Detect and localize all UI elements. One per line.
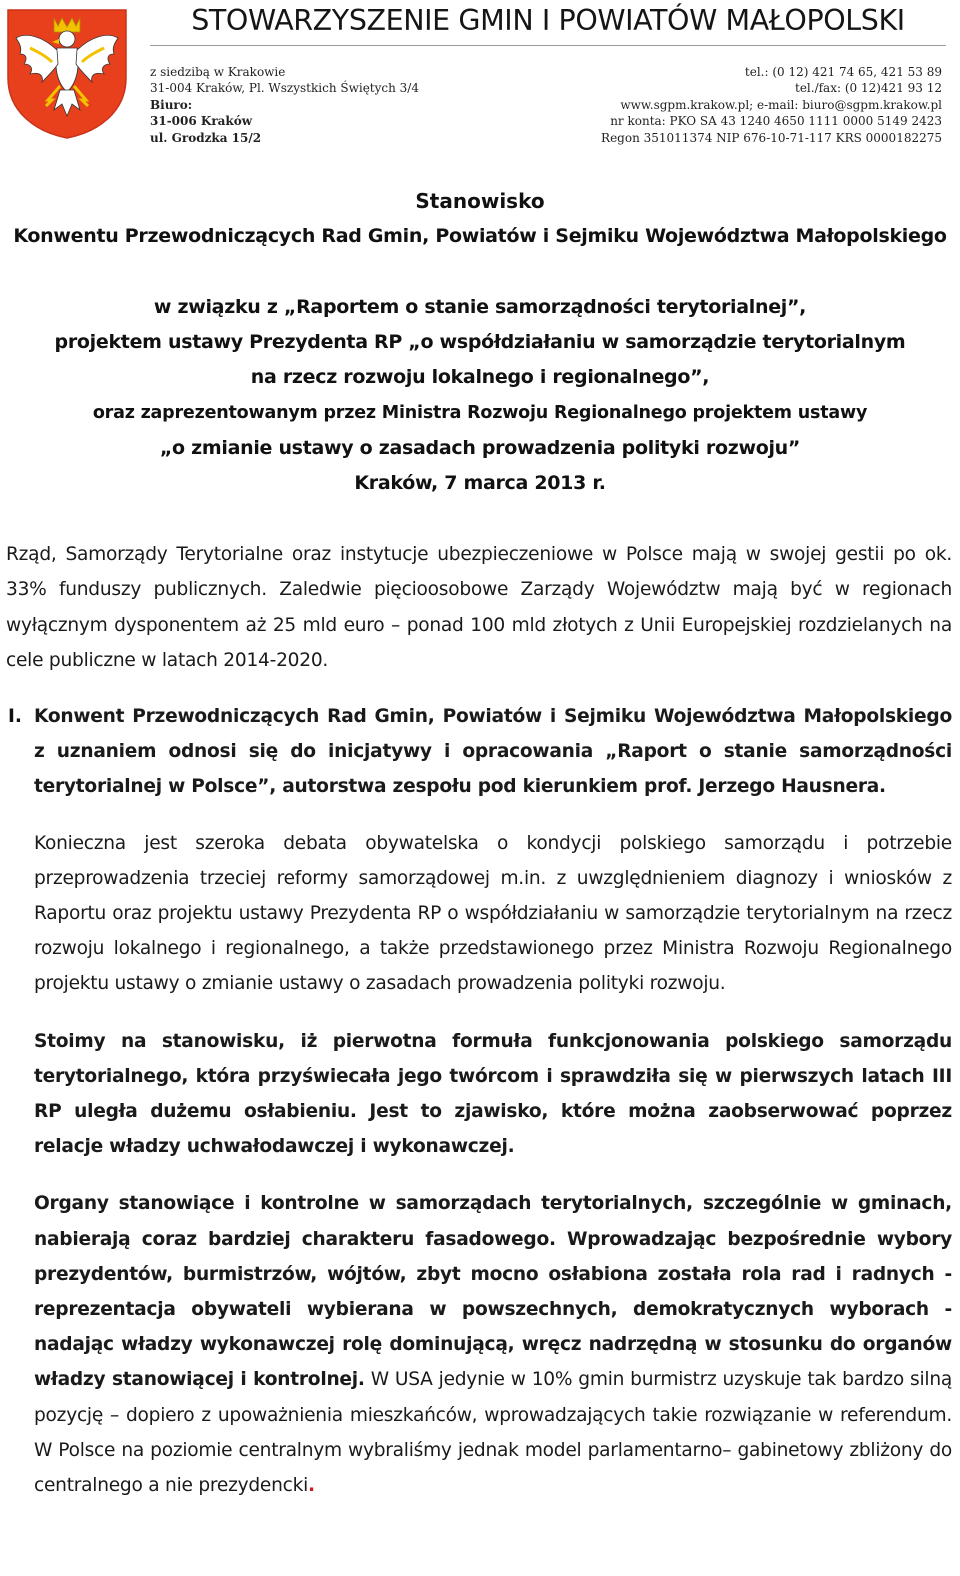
- stance-paragraph: Stoimy na stanowisku, iż pierwotna formuła funkcjonowania polskiego samorządu terytorialnego, która przyświecała jego twórcom i sprawdziła się w pierwszych latach III RP uległa dużemu osłabieniu. Jest to zjawisko, które można zaobserwować poprzez relacje władzy uchwałodawczej i wykonawczej.: [34, 1030, 952, 1158]
- subject-line: w związku z „Raportem o stanie samorządności terytorialnej”,: [153, 296, 807, 318]
- section-title: Konwent Przewodniczących Rad Gmin, Powiatów i Sejmiku Województwa Małopolskiego z uznaniem odnosi się do inicjatywy i opracowania „Raport o stanie samorządności terytorialnej w Polsce”, autorstwa zespołu pod kierunkiem prof. Jerzego Hausnera.: [34, 706, 952, 798]
- contact-fax: tel./fax: (0 12)421 93 12: [795, 81, 942, 96]
- address-line: 31-006 Kraków: [150, 114, 253, 129]
- white-eagle-crest-icon: [6, 8, 128, 140]
- document-issuer: Konwentu Przewodniczących Rad Gmin, Powiatów i Sejmiku Województwa Małopolskiego: [13, 225, 947, 247]
- spacer: [0, 678, 960, 699]
- contact-bank-account: nr konta: PKO SA 43 1240 4650 1111 0000 5149 2423: [610, 114, 942, 129]
- section-number: I.: [8, 706, 22, 728]
- contact-web-email: www.sgpm.krakow.pl; e-mail: biuro@sgpm.krakow.pl: [620, 97, 942, 112]
- header-rule: [150, 45, 946, 46]
- address-block: [150, 64, 419, 146]
- intro-text: Rząd, Samorządy Terytorialne oraz instytucje ubezpieczeniowe w Polsce mają w swojej gestii po ok. 33% funduszy publicznych.: [6, 544, 952, 601]
- subject-line: oraz zaprezentowanym przez Ministra Rozwoju Regionalnego projektem ustawy: [92, 402, 868, 423]
- spacer: [0, 805, 960, 826]
- contact-registry: Regon 351011374 NIP 676-10-71-117 KRS 0000182275: [601, 130, 942, 145]
- address-line: z siedzibą w Krakowie: [150, 65, 286, 79]
- document-body: [0, 184, 960, 1503]
- spacer: [0, 501, 960, 537]
- intro-paragraph: [0, 537, 960, 678]
- address-line: ul. Grodzka 15/2: [150, 130, 262, 145]
- spacer: [0, 1164, 960, 1186]
- subject-line: projektem ustawy Prezydenta RP „o współdziałaniu w samorządzie terytorialnym: [54, 331, 906, 354]
- section-one: [0, 699, 960, 805]
- address-line: Biuro:: [150, 97, 193, 112]
- organization-name: STOWARZYSZENIE GMIN I POWIATÓW MAŁOPOLSKI: [191, 4, 905, 37]
- organs-bold-text: Organy stanowiące i kontrolne w samorządach terytorialnych, szczególnie w gminach, nabierają coraz bardziej charakteru fasadowego. Wprowadzając bezpośrednie wybory prezydentów, burmistrzów, wójtów, zbyt mocno osłabiona została rola rad i radnych - reprezentacja obywateli wybierana w powszechnych, demokratycznych wyborach - nadając władzy wykonawczej rolę dominującą, wręcz nadrzędną w stosunku do organów władzy stanowiącej i kontrolnej.: [34, 1193, 952, 1391]
- document-date: Kraków, 7 marca 2013 r.: [354, 472, 606, 495]
- contact-phone: tel.: (0 12) 421 74 65, 421 53 89: [744, 65, 942, 79]
- debate-paragraph: Konieczna jest szeroka debata obywatelska o kondycji polskiego samorządu i potrzebie przeprowadzenia trzeciej reformy samorządowej m.in. z uwzględnieniem diagnozy i wniosków z Raportu oraz projektu ustawy Prezydenta RP o współdziałaniu w samorządzie terytorialnym na rzecz rozwoju lokalnego i regionalnego, a także przedstawionego przez Ministra Rozwoju Regionalnego projektu ustawy o zmianie ustawy o zasadach prowadzenia polityki rozwoju.: [34, 832, 952, 995]
- organs-paragraph: [0, 1186, 960, 1503]
- address-line: 31-004 Kraków, Pl. Wszystkich Świętych 3/4: [150, 81, 419, 96]
- intro-text: Zaledwie pięcioosobowe Zarządy Województw mają być w regionach wyłącznym dysponentem aż 25 mld euro – ponad 100 mld złotych z Unii Europejskiej rozdzielanych na cele publiczne w latach 2014-2020.: [6, 579, 952, 671]
- organs-text: W USA jedynie w 10% gmin burmistrz uzyskuje tak bardzo silną pozycję – dopiero z upoważnienia mieszkańców, wprowadzających takie rozwiązanie w referendum. W Polsce na poziomie centralnym wybraliśmy jednak model parlamentarno– gabinetowy zbliżony do centralnego a nie prezydencki: [34, 1369, 952, 1497]
- subject-line: na rzecz rozwoju lokalnego i regionalnego”,: [250, 366, 710, 389]
- spacer: [0, 254, 960, 290]
- letterhead: [0, 0, 960, 160]
- spacer: [0, 1002, 960, 1024]
- contact-block: [601, 64, 942, 146]
- document-title: Stanowisko: [415, 189, 545, 213]
- final-mark: .: [308, 1475, 315, 1497]
- subject-line: „o zmianie ustawy o zasadach prowadzenia polityki rozwoju”: [159, 436, 801, 459]
